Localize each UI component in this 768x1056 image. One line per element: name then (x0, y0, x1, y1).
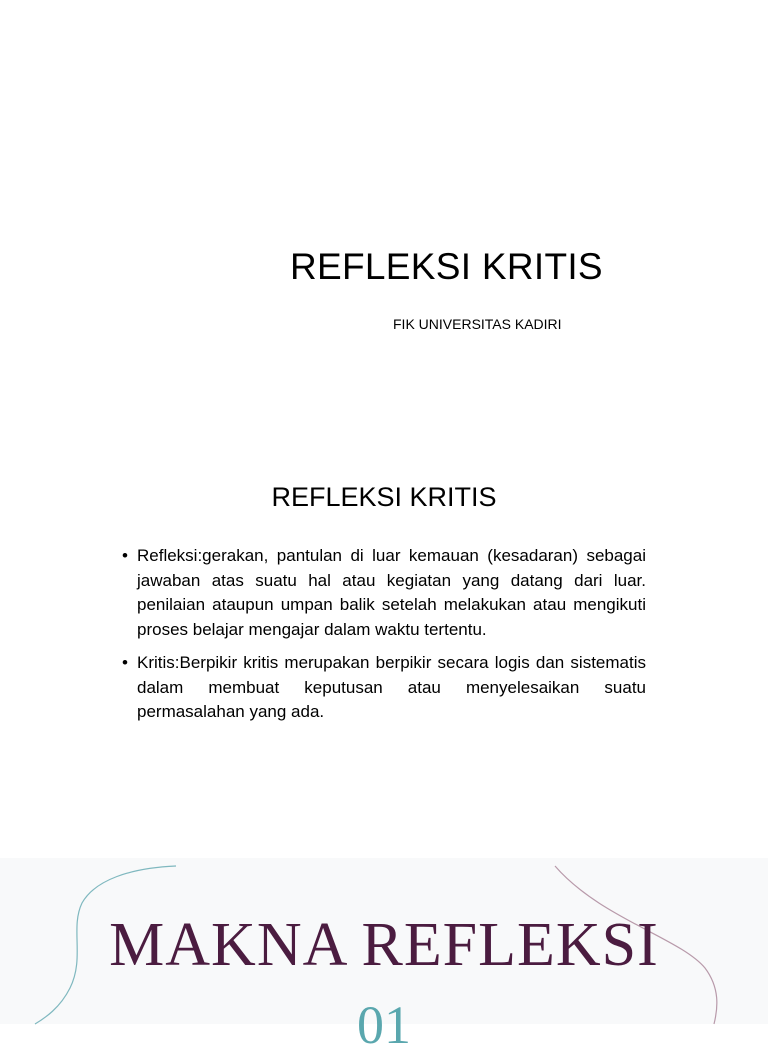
slide-subtitle: FIK UNIVERSITAS KADIRI (393, 316, 562, 332)
slide-title: REFLEKSI KRITIS (271, 482, 497, 512)
bullet-text: Kritis:Berpikir kritis merupakan berpikir secara logis dan sistematis dalam membuat keputusan atau menyelesaikan suatu permasalahan yang ada. (137, 653, 646, 721)
slide-title: REFLEKSI KRITIS (290, 246, 603, 287)
bullet-list (120, 544, 646, 734)
slide-2 (0, 430, 768, 858)
list-item (120, 544, 646, 642)
bullet-icon: • (122, 546, 128, 565)
slide-1 (0, 0, 768, 430)
list-item (120, 651, 646, 725)
slide-number: 01 (357, 995, 411, 1055)
slide-title: MAKNA REFLEKSI (109, 911, 659, 979)
bullet-text: Refleksi:gerakan, pantulan di luar kemauan (kesadaran) sebagai jawaban atas suatu hal atau kegiatan yang datang dari luar. penilaian ataupun umpan balik setelah melakukan atau mengikuti proses belajar mengajar dalam waktu tertentu. (137, 546, 646, 639)
bullet-icon: • (122, 653, 128, 672)
slide-3 (0, 858, 768, 1055)
